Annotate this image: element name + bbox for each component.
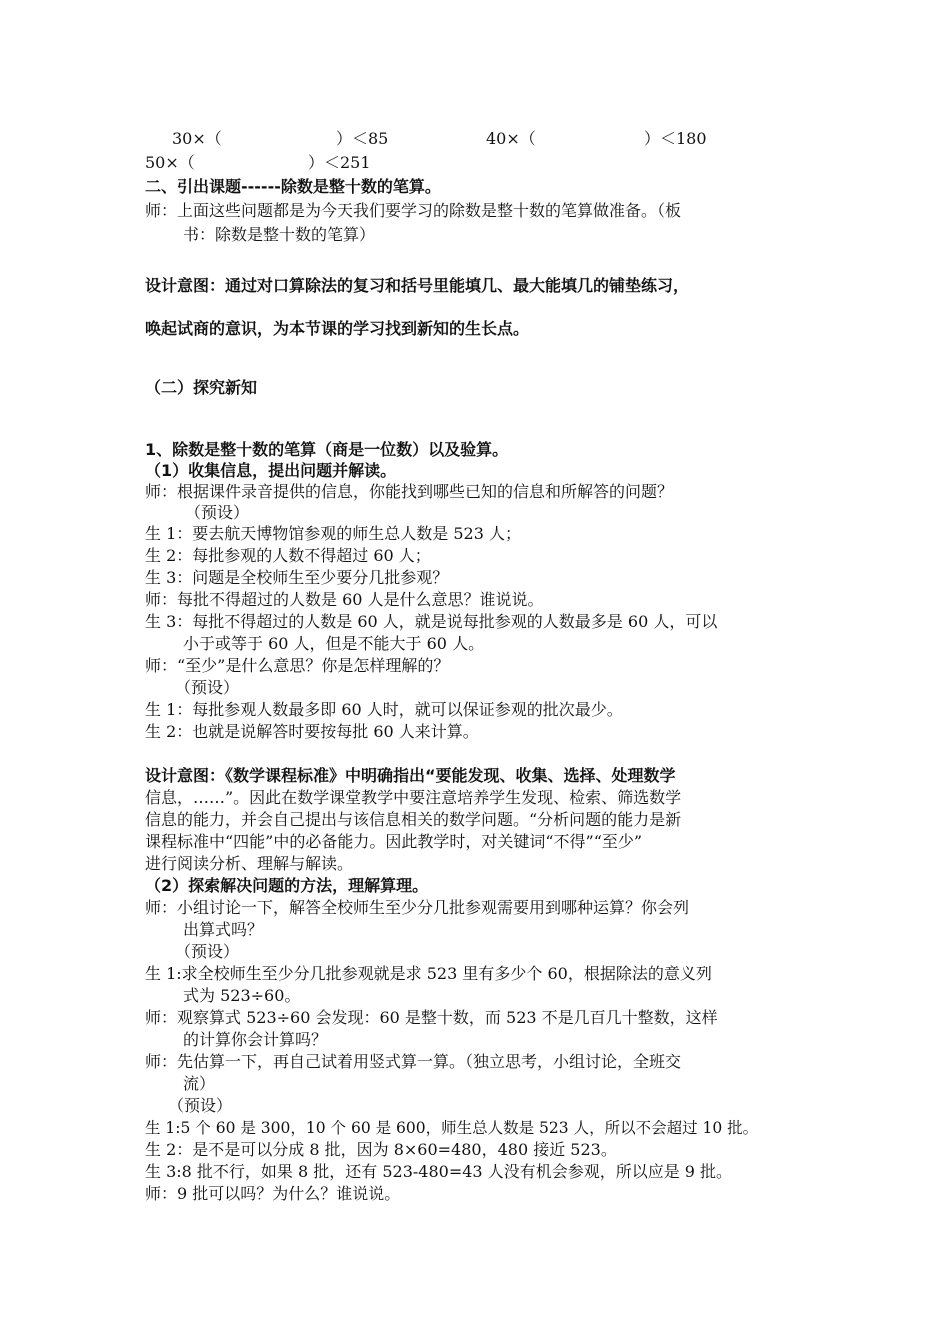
sub1-heading: （1）收集信息，提出问题并解读。 [145,461,397,480]
dialogue-b-line: 式为 523÷60。 [183,986,301,1005]
dialogue-a-line: （预设） [185,503,250,522]
design-intent-2-line [145,765,676,787]
dialogue-a-line: 师：根据课件录音提供的信息，你能找到哪些已知的信息和所解答的问题？ [145,482,674,501]
dialogue-b-line: 的计算你会计算吗？ [183,1030,328,1049]
dialogue-b-line: 生 2：是不是可以分成 8 批，因为 8×60=480，480 接近 523。 [145,1140,617,1159]
exercise-row-2 [0,152,950,174]
teacher-intro-line-1: 师：上面这些问题都是为今天我们要学习的除数是整十数的笔算做准备。（板 [145,201,682,220]
exercise-2-prefix: 40×（ [486,129,536,148]
design-intent-1-line-2: 唤起试商的意识，为本节课的学习找到新知的生长点。 [145,319,530,338]
exercise-row-1 [0,128,950,150]
dialogue-a-line: （预设） [175,678,240,697]
dialogue-b-line: 生 1:求全校师生至少分几批参观就是求 523 里有多少个 60，根据除法的意义列 [145,964,712,983]
dialogue-b-line: 流） [183,1074,216,1093]
dialogue-b-line: 出算式吗？ [183,920,264,939]
topic1-heading: 1、除数是整十数的笔算（商是一位数）以及验算。 [145,440,509,459]
sub2-heading: （2）探索解决问题的方法，理解算理。 [145,876,429,895]
teacher-intro-line-2: 书：除数是整十数的笔算） [183,225,376,244]
exercise-2-suffix: ）＜180 [644,129,707,148]
dialogue-a-line: 生 2：每批参观的人数不得超过 60 人； [145,546,431,565]
dialogue-b-line: 师：9 批可以吗？为什么？谁说说。 [145,1184,401,1203]
exercise-1-suffix: ）＜85 [336,129,389,148]
dialogue-a-line: 生 1：要去航天博物馆参观的师生总人数是 523 人； [145,524,521,543]
section2-heading: 二、引出课题------除数是整十数的笔算。 [145,177,441,196]
exercise-3-suffix: ）＜251 [308,153,371,172]
exercise-1-prefix: 30×（ [172,129,222,148]
design-intent-2-line: 信息的能力，并会自己提出与该信息相关的数学问题。“分析问题的能力是新 [145,810,682,829]
dialogue-a-line: 生 3：问题是全校师生至少要分几批参观？ [145,568,449,587]
dialogue-a-line: 小于或等于 60 人，但是不能大于 60 人。 [183,634,485,653]
design-intent-2-line: 进行阅读分析、理解与解读。 [145,854,354,873]
exercise-3-prefix: 50×（ [145,153,195,172]
dialogue-a-line: 生 2：也就是说解答时要按每批 60 人来计算。 [145,722,479,741]
dialogue-b-line: 师：观察算式 523÷60 会发现：60 是整十数，而 523 不是几百几十整数，这样 [145,1008,718,1027]
dialogue-b-line: 师：先估算一下，再自己试着用竖式算一算。（独立思考，小组讨论，全班交 [145,1052,682,1071]
dialogue-a-line: 生 1：每批参观人数最多即 60 人时，就可以保证参观的批次最少。 [145,700,623,719]
design-intent-2-line-text: 设计意图：《数学课程标准》中明确指出“要能发现、收集、选择、处理数学 [145,766,676,785]
dialogue-b-line: 师：小组讨论一下，解答全校师生至少分几批参观需要用到哪种运算？你会列 [145,898,690,917]
section-explore-heading: （二）探究新知 [145,378,258,397]
dialogue-b-line: （预设） [168,1096,233,1115]
design-intent-1-line-1: 设计意图：通过对口算除法的复习和括号里能填几、最大能填几的铺垫练习， [145,276,690,295]
dialogue-b-line: （预设） [175,942,240,961]
dialogue-a-line: 师：“至少”是什么意思？你是怎样理解的？ [145,656,450,675]
dialogue-b-line: 生 1:5 个 60 是 300，10 个 60 是 600，师生总人数是 523 人，所以不会超过 10 批。 [145,1119,759,1137]
dialogue-a-line: 生 3：每批不得超过的人数是 60 人，就是说每批参观的人数最多是 60 人，可以 [145,612,718,631]
dialogue-b-line: 生 3:8 批不行，如果 8 批，还有 523-480=43 人没有机会参观，所以应是 9 批。 [145,1162,733,1181]
design-intent-2-line: 信息，……”。因此在数学课堂教学中要注意培养学生发现、检索、筛选数学 [145,788,682,807]
dialogue-a-line: 师：每批不得超过的人数是 60 人是什么意思？谁说说。 [145,590,544,609]
design-intent-2-line: 课程标准中“四能”中的必备能力。因此教学时，对关键词“不得”“至少” [145,832,643,851]
